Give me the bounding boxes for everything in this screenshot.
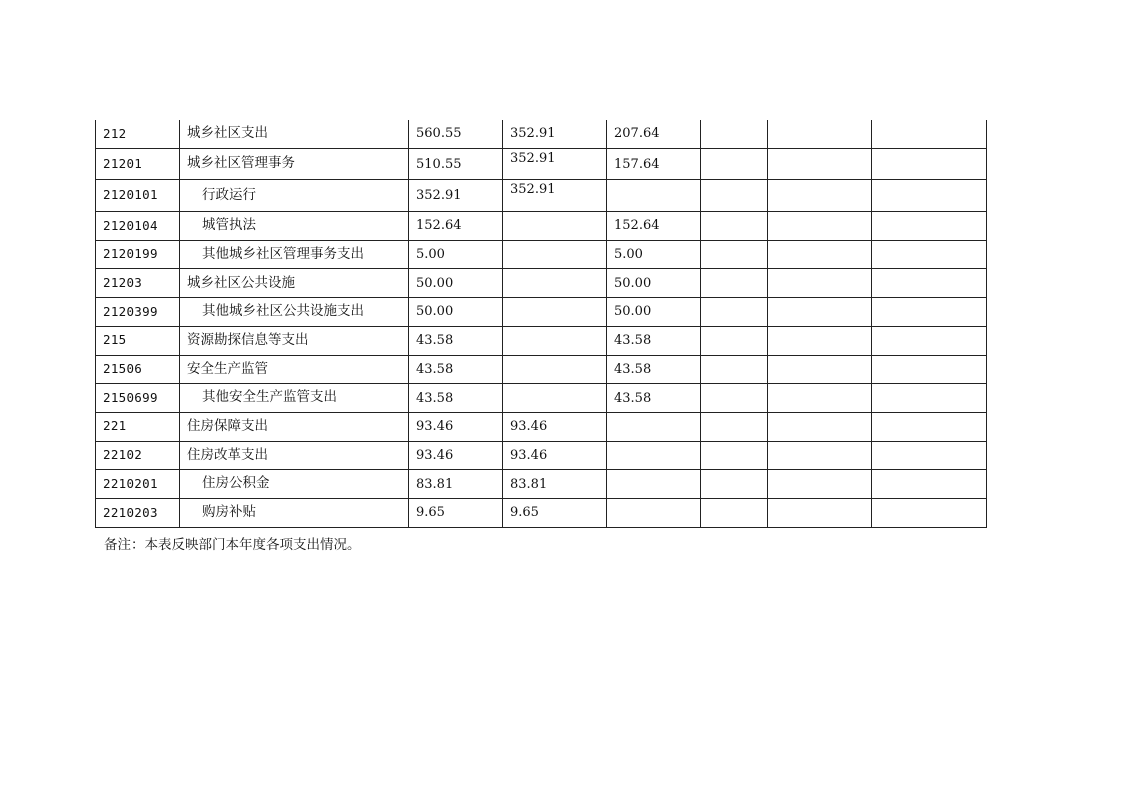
empty-cell	[872, 148, 987, 180]
subject-name-cell: 城乡社区管理事务	[180, 148, 409, 180]
empty-cell	[768, 298, 872, 327]
table-body	[96, 120, 987, 527]
table-row	[96, 412, 987, 441]
subject-name-cell: 住房改革支出	[180, 441, 409, 470]
subject-code-cell: 2210201	[96, 470, 180, 499]
project-expenditure-cell: 43.58	[607, 355, 701, 384]
basic-expenditure-cell	[503, 384, 607, 413]
empty-cell	[701, 441, 768, 470]
table-row	[96, 269, 987, 298]
total-amount-cell: 43.58	[409, 326, 503, 355]
project-expenditure-cell	[607, 498, 701, 527]
empty-cell	[701, 240, 768, 269]
project-expenditure-cell: 207.64	[607, 120, 701, 148]
basic-expenditure-cell	[503, 298, 607, 327]
subject-name-cell: 其他城乡社区管理事务支出	[180, 240, 409, 269]
subject-name-cell: 城乡社区公共设施	[180, 269, 409, 298]
subject-name-cell: 其他安全生产监管支出	[180, 384, 409, 413]
subject-code-cell: 221	[96, 412, 180, 441]
empty-cell	[872, 384, 987, 413]
empty-cell	[768, 384, 872, 413]
empty-cell	[872, 180, 987, 212]
subject-code-cell: 212	[96, 120, 180, 148]
table-note: 备注：本表反映部门本年度各项支出情况。	[104, 537, 361, 553]
total-amount-cell: 93.46	[409, 441, 503, 470]
subject-code-cell: 2150699	[96, 384, 180, 413]
empty-cell	[701, 326, 768, 355]
subject-code-cell: 2120104	[96, 212, 180, 241]
project-expenditure-cell: 50.00	[607, 298, 701, 327]
basic-expenditure-cell: 93.46	[503, 412, 607, 441]
basic-expenditure-cell: 93.46	[503, 441, 607, 470]
table-row	[96, 180, 987, 212]
project-expenditure-cell: 43.58	[607, 384, 701, 413]
empty-cell	[701, 298, 768, 327]
table-row	[96, 498, 987, 527]
empty-cell	[768, 212, 872, 241]
empty-cell	[872, 355, 987, 384]
table-row	[96, 120, 987, 148]
project-expenditure-cell	[607, 180, 701, 212]
subject-name-cell: 住房保障支出	[180, 412, 409, 441]
empty-cell	[768, 355, 872, 384]
table-row	[96, 441, 987, 470]
expenditure-table	[95, 120, 987, 528]
total-amount-cell: 93.46	[409, 412, 503, 441]
empty-cell	[701, 180, 768, 212]
table-row	[96, 298, 987, 327]
total-amount-cell: 43.58	[409, 384, 503, 413]
empty-cell	[701, 384, 768, 413]
empty-cell	[701, 269, 768, 298]
empty-cell	[872, 240, 987, 269]
empty-cell	[768, 120, 872, 148]
subject-name-cell: 行政运行	[180, 180, 409, 212]
empty-cell	[768, 412, 872, 441]
empty-cell	[872, 269, 987, 298]
table-row	[96, 148, 987, 180]
subject-code-cell: 21201	[96, 148, 180, 180]
empty-cell	[701, 212, 768, 241]
subject-name-cell: 住房公积金	[180, 470, 409, 499]
basic-expenditure-cell	[503, 355, 607, 384]
project-expenditure-cell: 43.58	[607, 326, 701, 355]
total-amount-cell: 43.58	[409, 355, 503, 384]
total-amount-cell: 352.91	[409, 180, 503, 212]
empty-cell	[701, 412, 768, 441]
empty-cell	[768, 269, 872, 298]
project-expenditure-cell	[607, 441, 701, 470]
subject-name-cell: 资源勘探信息等支出	[180, 326, 409, 355]
table-row	[96, 470, 987, 499]
total-amount-cell: 152.64	[409, 212, 503, 241]
empty-cell	[768, 498, 872, 527]
subject-name-cell: 购房补贴	[180, 498, 409, 527]
empty-cell	[701, 355, 768, 384]
empty-cell	[768, 326, 872, 355]
empty-cell	[701, 148, 768, 180]
subject-code-cell: 2120199	[96, 240, 180, 269]
total-amount-cell: 5.00	[409, 240, 503, 269]
empty-cell	[768, 441, 872, 470]
empty-cell	[701, 120, 768, 148]
basic-expenditure-cell: 83.81	[503, 470, 607, 499]
project-expenditure-cell: 152.64	[607, 212, 701, 241]
subject-code-cell: 215	[96, 326, 180, 355]
total-amount-cell: 9.65	[409, 498, 503, 527]
project-expenditure-cell	[607, 412, 701, 441]
total-amount-cell: 560.55	[409, 120, 503, 148]
empty-cell	[701, 498, 768, 527]
basic-expenditure-cell	[503, 326, 607, 355]
empty-cell	[872, 120, 987, 148]
empty-cell	[872, 498, 987, 527]
table-row	[96, 326, 987, 355]
basic-expenditure-cell	[503, 240, 607, 269]
empty-cell	[872, 326, 987, 355]
total-amount-cell: 83.81	[409, 470, 503, 499]
subject-code-cell: 21203	[96, 269, 180, 298]
total-amount-cell: 50.00	[409, 298, 503, 327]
empty-cell	[701, 470, 768, 499]
empty-cell	[768, 180, 872, 212]
subject-name-cell: 安全生产监管	[180, 355, 409, 384]
subject-code-cell: 22102	[96, 441, 180, 470]
project-expenditure-cell: 157.64	[607, 148, 701, 180]
project-expenditure-cell: 50.00	[607, 269, 701, 298]
empty-cell	[872, 412, 987, 441]
subject-code-cell: 2210203	[96, 498, 180, 527]
table-row	[96, 240, 987, 269]
subject-code-cell: 21506	[96, 355, 180, 384]
project-expenditure-cell	[607, 470, 701, 499]
basic-expenditure-cell: 9.65	[503, 498, 607, 527]
empty-cell	[768, 240, 872, 269]
empty-cell	[872, 470, 987, 499]
subject-name-cell: 城管执法	[180, 212, 409, 241]
basic-expenditure-cell: 352.91	[503, 148, 607, 180]
total-amount-cell: 510.55	[409, 148, 503, 180]
basic-expenditure-cell	[503, 212, 607, 241]
subject-code-cell: 2120399	[96, 298, 180, 327]
subject-code-cell: 2120101	[96, 180, 180, 212]
empty-cell	[768, 470, 872, 499]
empty-cell	[872, 298, 987, 327]
basic-expenditure-cell: 352.91	[503, 180, 607, 212]
basic-expenditure-cell: 352.91	[503, 120, 607, 148]
empty-cell	[872, 212, 987, 241]
table-row	[96, 355, 987, 384]
empty-cell	[768, 148, 872, 180]
table-row	[96, 384, 987, 413]
table-row	[96, 212, 987, 241]
project-expenditure-cell: 5.00	[607, 240, 701, 269]
empty-cell	[872, 441, 987, 470]
subject-name-cell: 其他城乡社区公共设施支出	[180, 298, 409, 327]
subject-name-cell: 城乡社区支出	[180, 120, 409, 148]
basic-expenditure-cell	[503, 269, 607, 298]
total-amount-cell: 50.00	[409, 269, 503, 298]
